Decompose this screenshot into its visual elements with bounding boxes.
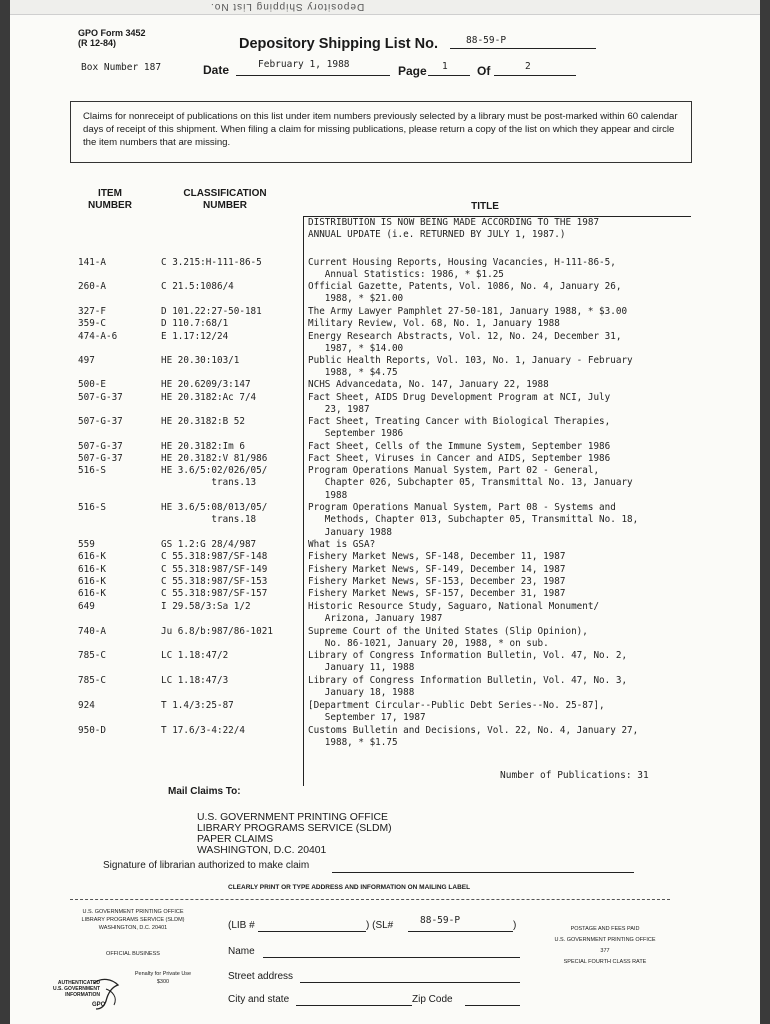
publication-title: September 17, 1987 bbox=[308, 712, 426, 724]
city-label: City and state bbox=[228, 994, 290, 1005]
publication-title: Fact Sheet, Cells of the Immune System, September 1986 bbox=[308, 441, 611, 452]
publication-title: Fishery Market News, SF-153, December 23, 1987 bbox=[308, 576, 566, 587]
item-number: 141-A bbox=[78, 257, 106, 268]
classification-number: C 21.5:1086/4 bbox=[161, 281, 234, 292]
classification-header: CLASSIFICATION NUMBER bbox=[183, 188, 267, 211]
form-number bbox=[78, 28, 146, 48]
publication-title: Arizona, January 1987 bbox=[308, 613, 443, 625]
cut-line bbox=[70, 899, 670, 900]
page-label: Page bbox=[398, 64, 427, 78]
publication-title: Energy Research Abstracts, Vol. 12, No. 24, December 31, bbox=[308, 331, 622, 342]
publication-title: Fact Sheet, Treating Cancer with Biological Therapies, bbox=[308, 416, 611, 427]
gpo-logo-text: GPO bbox=[92, 1002, 106, 1008]
sender-line: LIBRARY PROGRAMS SERVICE (SLDM) bbox=[81, 917, 185, 923]
distribution-note-line: ANNUAL UPDATE (i.e. RETURNED BY JULY 1, 1987.) bbox=[308, 229, 566, 241]
publication-count: Number of Publications: 31 bbox=[500, 770, 649, 781]
item-number: 950-D bbox=[78, 725, 106, 736]
classification-number: C 55.318:987/SF-157 bbox=[161, 588, 268, 599]
item-number: 559 bbox=[78, 539, 95, 550]
distribution-note-line: DISTRIBUTION IS NOW BEING MADE ACCORDING TO THE 1987 bbox=[308, 217, 600, 228]
item-number: 740-A bbox=[78, 626, 106, 637]
item-number: 474-A-6 bbox=[78, 331, 118, 342]
sender-line: WASHINGTON, D.C. 20401 bbox=[98, 925, 168, 931]
publication-title: Program Operations Manual System, Part 02 - General, bbox=[308, 465, 600, 476]
mail-claims-label: Mail Claims To: bbox=[168, 786, 241, 797]
top-strip-text: Depository Shipping List No. bbox=[210, 1, 365, 12]
classification-number: C 3.215:H-111-86-5 bbox=[161, 257, 262, 268]
gpo-eagle-logo-icon bbox=[88, 975, 128, 1015]
item-number: 359-C bbox=[78, 318, 106, 329]
publication-title: Fact Sheet, AIDS Drug Development Program at NCI, July bbox=[308, 392, 611, 403]
item-number: 507-G-37 bbox=[78, 416, 123, 427]
title-header: TITLE bbox=[471, 201, 499, 212]
date-line bbox=[236, 75, 390, 76]
penalty-line: Penalty for Private Use bbox=[134, 971, 192, 977]
name-line[interactable] bbox=[263, 957, 520, 958]
classification-number: trans.13 bbox=[161, 477, 257, 489]
seal-line: INFORMATION bbox=[65, 992, 100, 998]
item-number: 497 bbox=[78, 355, 95, 366]
publication-title: 1988, * $4.75 bbox=[308, 367, 398, 379]
publication-title: Library of Congress Information Bulletin, Vol. 47, No. 3, bbox=[308, 675, 628, 686]
publication-title: No. 86-1021, January 20, 1988, * on sub. bbox=[308, 638, 549, 650]
publication-title: Chapter 026, Subchapter 05, Transmittal No. 13, January bbox=[308, 477, 633, 489]
classification-number: HE 20.6209/3:147 bbox=[161, 379, 251, 390]
page-number: 1 bbox=[442, 61, 448, 72]
publication-title: January 11, 1988 bbox=[308, 662, 415, 674]
classification-number: C 55.318:987/SF-149 bbox=[161, 564, 268, 575]
publication-title: Fishery Market News, SF-148, December 11, 1987 bbox=[308, 551, 566, 562]
item-number: 785-C bbox=[78, 650, 106, 661]
publication-title: Fishery Market News, SF-149, December 14, 1987 bbox=[308, 564, 566, 575]
lib-number-line[interactable] bbox=[258, 931, 366, 932]
penalty-line: $300 bbox=[156, 979, 170, 985]
classification-number: C 55.318:987/SF-153 bbox=[161, 576, 268, 587]
publication-title: 1988, * $21.00 bbox=[308, 293, 404, 305]
street-label: Street address bbox=[228, 971, 294, 982]
classification-number: HE 20.30:103/1 bbox=[161, 355, 240, 366]
classification-number: GS 1.2:G 28/4/987 bbox=[161, 539, 257, 550]
publication-title: 1987, * $14.00 bbox=[308, 343, 404, 355]
form-id: GPO Form 3452 bbox=[78, 28, 146, 38]
date-value: February 1, 1988 bbox=[258, 59, 350, 70]
postage-line: SPECIAL FOURTH CLASS RATE bbox=[563, 959, 647, 965]
postage-line: 377 bbox=[600, 948, 610, 954]
shipping-list-page bbox=[10, 0, 760, 1024]
postage-block bbox=[540, 924, 670, 968]
publication-title: Program Operations Manual System, Part 08 - Systems and bbox=[308, 502, 616, 513]
publication-title: [Department Circular--Public Debt Series--No. 25-87], bbox=[308, 700, 605, 711]
classification-number: T 17.6/3-4:22/4 bbox=[161, 725, 245, 736]
item-number: 507-G-37 bbox=[78, 453, 123, 464]
classification-number: HE 20.3182:Ac 7/4 bbox=[161, 392, 257, 403]
publication-title: Public Health Reports, Vol. 103, No. 1, January - February bbox=[308, 355, 633, 366]
publication-title: Fact Sheet, Viruses in Cancer and AIDS, September 1986 bbox=[308, 453, 611, 464]
name-label: Name bbox=[228, 946, 255, 957]
publication-title: Annual Statistics: 1986, * $1.25 bbox=[308, 269, 504, 281]
publication-title: The Army Lawyer Pamphlet 27-50-181, January 1988, * $3.00 bbox=[308, 306, 628, 317]
postage-line: POSTAGE AND FEES PAID bbox=[570, 926, 640, 932]
publication-title: 1988, * $1.75 bbox=[308, 737, 398, 749]
mail-address-line: LIBRARY PROGRAMS SERVICE (SLDM) bbox=[197, 823, 392, 834]
item-number: 616-K bbox=[78, 588, 106, 599]
publication-title: Library of Congress Information Bulletin, Vol. 47, No. 2, bbox=[308, 650, 628, 661]
signature-line[interactable] bbox=[332, 872, 634, 873]
item-number: 616-K bbox=[78, 576, 106, 587]
classification-number: LC 1.18:47/2 bbox=[161, 650, 229, 661]
city-line[interactable] bbox=[296, 1005, 412, 1006]
publication-title: January 1988 bbox=[308, 526, 392, 538]
mail-address-line: U.S. GOVERNMENT PRINTING OFFICE bbox=[197, 812, 388, 823]
street-line[interactable] bbox=[300, 982, 520, 983]
seal-line: U.S. GOVERNMENT bbox=[53, 986, 100, 992]
mail-address-line: WASHINGTON, D.C. 20401 bbox=[197, 845, 327, 856]
signature-label: Signature of librarian authorized to make claim bbox=[103, 860, 310, 871]
publication-title: Customs Bulletin and Decisions, Vol. 22, No. 4, January 27, bbox=[308, 725, 639, 736]
list-number: 88-59-P bbox=[466, 35, 507, 46]
box-number: Box Number 187 bbox=[81, 62, 162, 73]
sl-close: ) bbox=[513, 920, 517, 931]
penalty-notice bbox=[128, 970, 198, 986]
classification-number: HE 20.3182:B 52 bbox=[161, 416, 245, 427]
of-label: Of bbox=[477, 64, 491, 78]
classification-number: HE 3.6/5:02/026/05/ bbox=[161, 465, 268, 476]
postage-line: U.S. GOVERNMENT PRINTING OFFICE bbox=[554, 937, 656, 943]
classification-number: T 1.4/3:25-87 bbox=[161, 700, 234, 711]
item-number: 516-S bbox=[78, 465, 106, 476]
classification-number: HE 3.6/5:08/013/05/ bbox=[161, 502, 268, 513]
classification-number: C 55.318:987/SF-148 bbox=[161, 551, 268, 562]
lib-label: (LIB # bbox=[228, 920, 255, 931]
item-number: 500-E bbox=[78, 379, 106, 390]
page-line bbox=[428, 75, 470, 76]
publication-title: Fishery Market News, SF-157, December 31, 1987 bbox=[308, 588, 566, 599]
sl-label: ) (SL# bbox=[366, 920, 394, 931]
classification-number: E 1.17:12/24 bbox=[161, 331, 229, 342]
official-business: OFFICIAL BUSINESS bbox=[106, 951, 160, 957]
publication-title: Current Housing Reports, Housing Vacancies, H-111-86-5, bbox=[308, 257, 616, 268]
item-number: 507-G-37 bbox=[78, 392, 123, 403]
sl-number-line bbox=[408, 931, 513, 932]
seal-line: AUTHENTICATED bbox=[57, 980, 100, 986]
form-rev: (R 12-84) bbox=[78, 38, 117, 48]
zip-line[interactable] bbox=[465, 1005, 520, 1006]
classification-number: I 29.58/3:Sa 1/2 bbox=[161, 601, 251, 612]
of-line bbox=[494, 75, 576, 76]
item-number: 785-C bbox=[78, 675, 106, 686]
list-no-line bbox=[450, 48, 596, 49]
classification-number: HE 20.3182:Im 6 bbox=[161, 441, 245, 452]
sl-number: 88-59-P bbox=[420, 915, 461, 926]
item-number: 507-G-37 bbox=[78, 441, 123, 452]
claims-notice-box bbox=[70, 101, 692, 163]
claims-notice-text: Claims for nonreceipt of publications on this list under item numbers previously selected by a library must be post-marked within 60 calendar days of receipt of this shipment. When filing a claim for missing publications, please return a copy of the list on which they appear and circle the item numbers that are missing. bbox=[83, 111, 678, 148]
item-number: 260-A bbox=[78, 281, 106, 292]
clearly-print-note: CLEARLY PRINT OR TYPE ADDRESS AND INFORMATION ON MAILING LABEL bbox=[228, 884, 471, 891]
item-number: 616-K bbox=[78, 551, 106, 562]
page-title: Depository Shipping List No. bbox=[239, 36, 438, 52]
classification-number: trans.18 bbox=[161, 514, 257, 526]
item-number: 327-F bbox=[78, 306, 106, 317]
publication-title: January 18, 1988 bbox=[308, 687, 415, 699]
classification-number: Ju 6.8/b:987/86-1021 bbox=[161, 626, 273, 637]
item-number: 924 bbox=[78, 700, 95, 711]
zip-label: Zip Code bbox=[412, 994, 453, 1005]
mail-address-line: PAPER CLAIMS bbox=[197, 834, 274, 845]
classification-number: LC 1.18:47/3 bbox=[161, 675, 229, 686]
item-number: 516-S bbox=[78, 502, 106, 513]
classification-number: D 110.7:68/1 bbox=[161, 318, 229, 329]
publication-title: 1988 bbox=[308, 489, 348, 501]
item-number: 616-K bbox=[78, 564, 106, 575]
publication-title: What is GSA? bbox=[308, 539, 376, 550]
publication-title: September 1986 bbox=[308, 428, 404, 440]
total-pages: 2 bbox=[525, 61, 531, 72]
classification-number: D 101.22:27-50-181 bbox=[161, 306, 262, 317]
publication-title: Supreme Court of the United States (Slip Opinion), bbox=[308, 626, 588, 637]
item-number: 649 bbox=[78, 601, 95, 612]
publication-title: Historic Resource Study, Saguaro, National Monument/ bbox=[308, 601, 600, 612]
mail-address bbox=[197, 812, 392, 856]
publication-title: 23, 1987 bbox=[308, 404, 370, 416]
publication-title: Official Gazette, Patents, Vol. 1086, No. 4, January 26, bbox=[308, 281, 622, 292]
classification-number: HE 20.3182:V 81/986 bbox=[161, 453, 268, 464]
date-label: Date bbox=[203, 63, 230, 77]
sender-block bbox=[78, 908, 188, 932]
publication-title: NCHS Advancedata, No. 147, January 22, 1988 bbox=[308, 379, 549, 390]
publication-title: Military Review, Vol. 68, No. 1, January 1988 bbox=[308, 318, 560, 329]
top-torn-strip bbox=[10, 0, 760, 15]
publication-title: Methods, Chapter 013, Subchapter 05, Transmittal No. 18, bbox=[308, 514, 639, 526]
item-number-header: ITEM NUMBER bbox=[88, 188, 132, 211]
sender-line: U.S. GOVERNMENT PRINTING OFFICE bbox=[82, 909, 184, 915]
